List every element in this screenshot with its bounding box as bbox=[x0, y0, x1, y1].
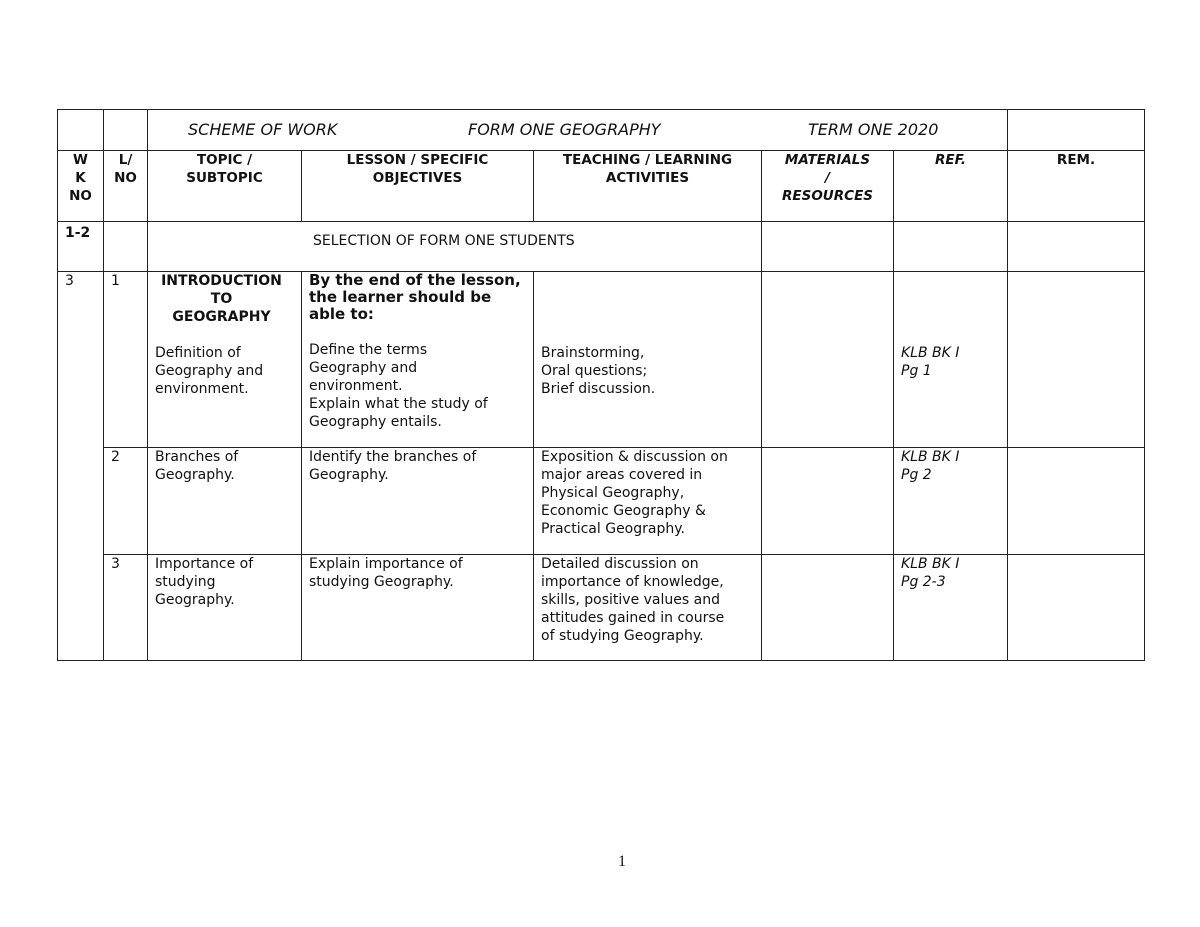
table-row bbox=[58, 448, 1145, 555]
selection-row bbox=[58, 222, 1145, 272]
activities-cell: Detailed discussion on importance of knowledge, skills, positive values and attitudes gained in course of studying Geography. bbox=[534, 555, 762, 661]
rem-cell bbox=[1008, 272, 1145, 448]
title-scheme: SCHEME OF WORK bbox=[188, 120, 338, 139]
activities-cell: Exposition & discussion on major areas covered in Physical Geography, Economic Geography & Practical Geography. bbox=[534, 448, 762, 555]
title-form: FORM ONE GEOGRAPHY bbox=[468, 120, 661, 139]
title-blank-wk bbox=[58, 110, 104, 151]
document-title bbox=[148, 110, 1008, 151]
page-number: 1 bbox=[618, 853, 626, 870]
rem-cell bbox=[1008, 448, 1145, 555]
topic-heading: INTRODUCTION TO GEOGRAPHY bbox=[161, 273, 282, 325]
selection-blank-rem bbox=[1008, 222, 1145, 272]
title-term: TERM ONE 2020 bbox=[808, 120, 939, 139]
table-row bbox=[58, 555, 1145, 661]
objectives-intro: By the end of the lesson, the learner should be able to: bbox=[309, 271, 521, 323]
lesson-number: 1 bbox=[104, 272, 148, 448]
ref-cell: KLB BK I Pg 2-3 bbox=[894, 555, 1008, 661]
lesson-number: 2 bbox=[104, 448, 148, 555]
ref-cell: KLB BK I Pg 2 bbox=[894, 448, 1008, 555]
topic-cell bbox=[148, 272, 302, 448]
subtopic: Importance of studying Geography. bbox=[148, 555, 302, 661]
header-ref: REF. bbox=[894, 151, 1008, 222]
table-row bbox=[58, 272, 1145, 448]
scheme-of-work-table bbox=[57, 109, 1145, 661]
header-l-no: L/ NO bbox=[104, 151, 148, 222]
rem-cell bbox=[1008, 555, 1145, 661]
title-row bbox=[58, 110, 1145, 151]
materials-cell bbox=[762, 272, 894, 448]
selection-week: 1-2 bbox=[58, 222, 104, 272]
selection-blank-materials bbox=[762, 222, 894, 272]
ref-cell: KLB BK I Pg 1 bbox=[894, 272, 1008, 448]
selection-blank-lno bbox=[104, 222, 148, 272]
header-row bbox=[58, 151, 1145, 222]
materials-cell bbox=[762, 448, 894, 555]
selection-blank-ref bbox=[894, 222, 1008, 272]
subtopic: Definition of Geography and environment. bbox=[155, 345, 264, 397]
title-blank-lno bbox=[104, 110, 148, 151]
lesson-number: 3 bbox=[104, 555, 148, 661]
title-blank-rem bbox=[1008, 110, 1145, 151]
objectives-cell: Explain importance of studying Geography. bbox=[302, 555, 534, 661]
header-objectives: LESSON / SPECIFIC OBJECTIVES bbox=[302, 151, 534, 222]
materials-cell bbox=[762, 555, 894, 661]
header-activities: TEACHING / LEARNING ACTIVITIES bbox=[534, 151, 762, 222]
objectives-cell: By the end of the lesson, the learner should be able to: Define the terms Geography and environment. Explain what the study of Geography entails. bbox=[302, 272, 534, 448]
subtopic: Branches of Geography. bbox=[148, 448, 302, 555]
header-materials: MATERIALS / RESOURCES bbox=[762, 151, 894, 222]
header-rem: REM. bbox=[1008, 151, 1145, 222]
week-number: 3 bbox=[58, 272, 104, 661]
selection-text: SELECTION OF FORM ONE STUDENTS bbox=[148, 222, 762, 272]
header-topic: TOPIC / SUBTOPIC bbox=[148, 151, 302, 222]
activities-cell: Brainstorming, Oral questions; Brief discussion. bbox=[534, 272, 762, 448]
objectives-cell: Identify the branches of Geography. bbox=[302, 448, 534, 555]
header-wk-no: W K NO bbox=[58, 151, 104, 222]
